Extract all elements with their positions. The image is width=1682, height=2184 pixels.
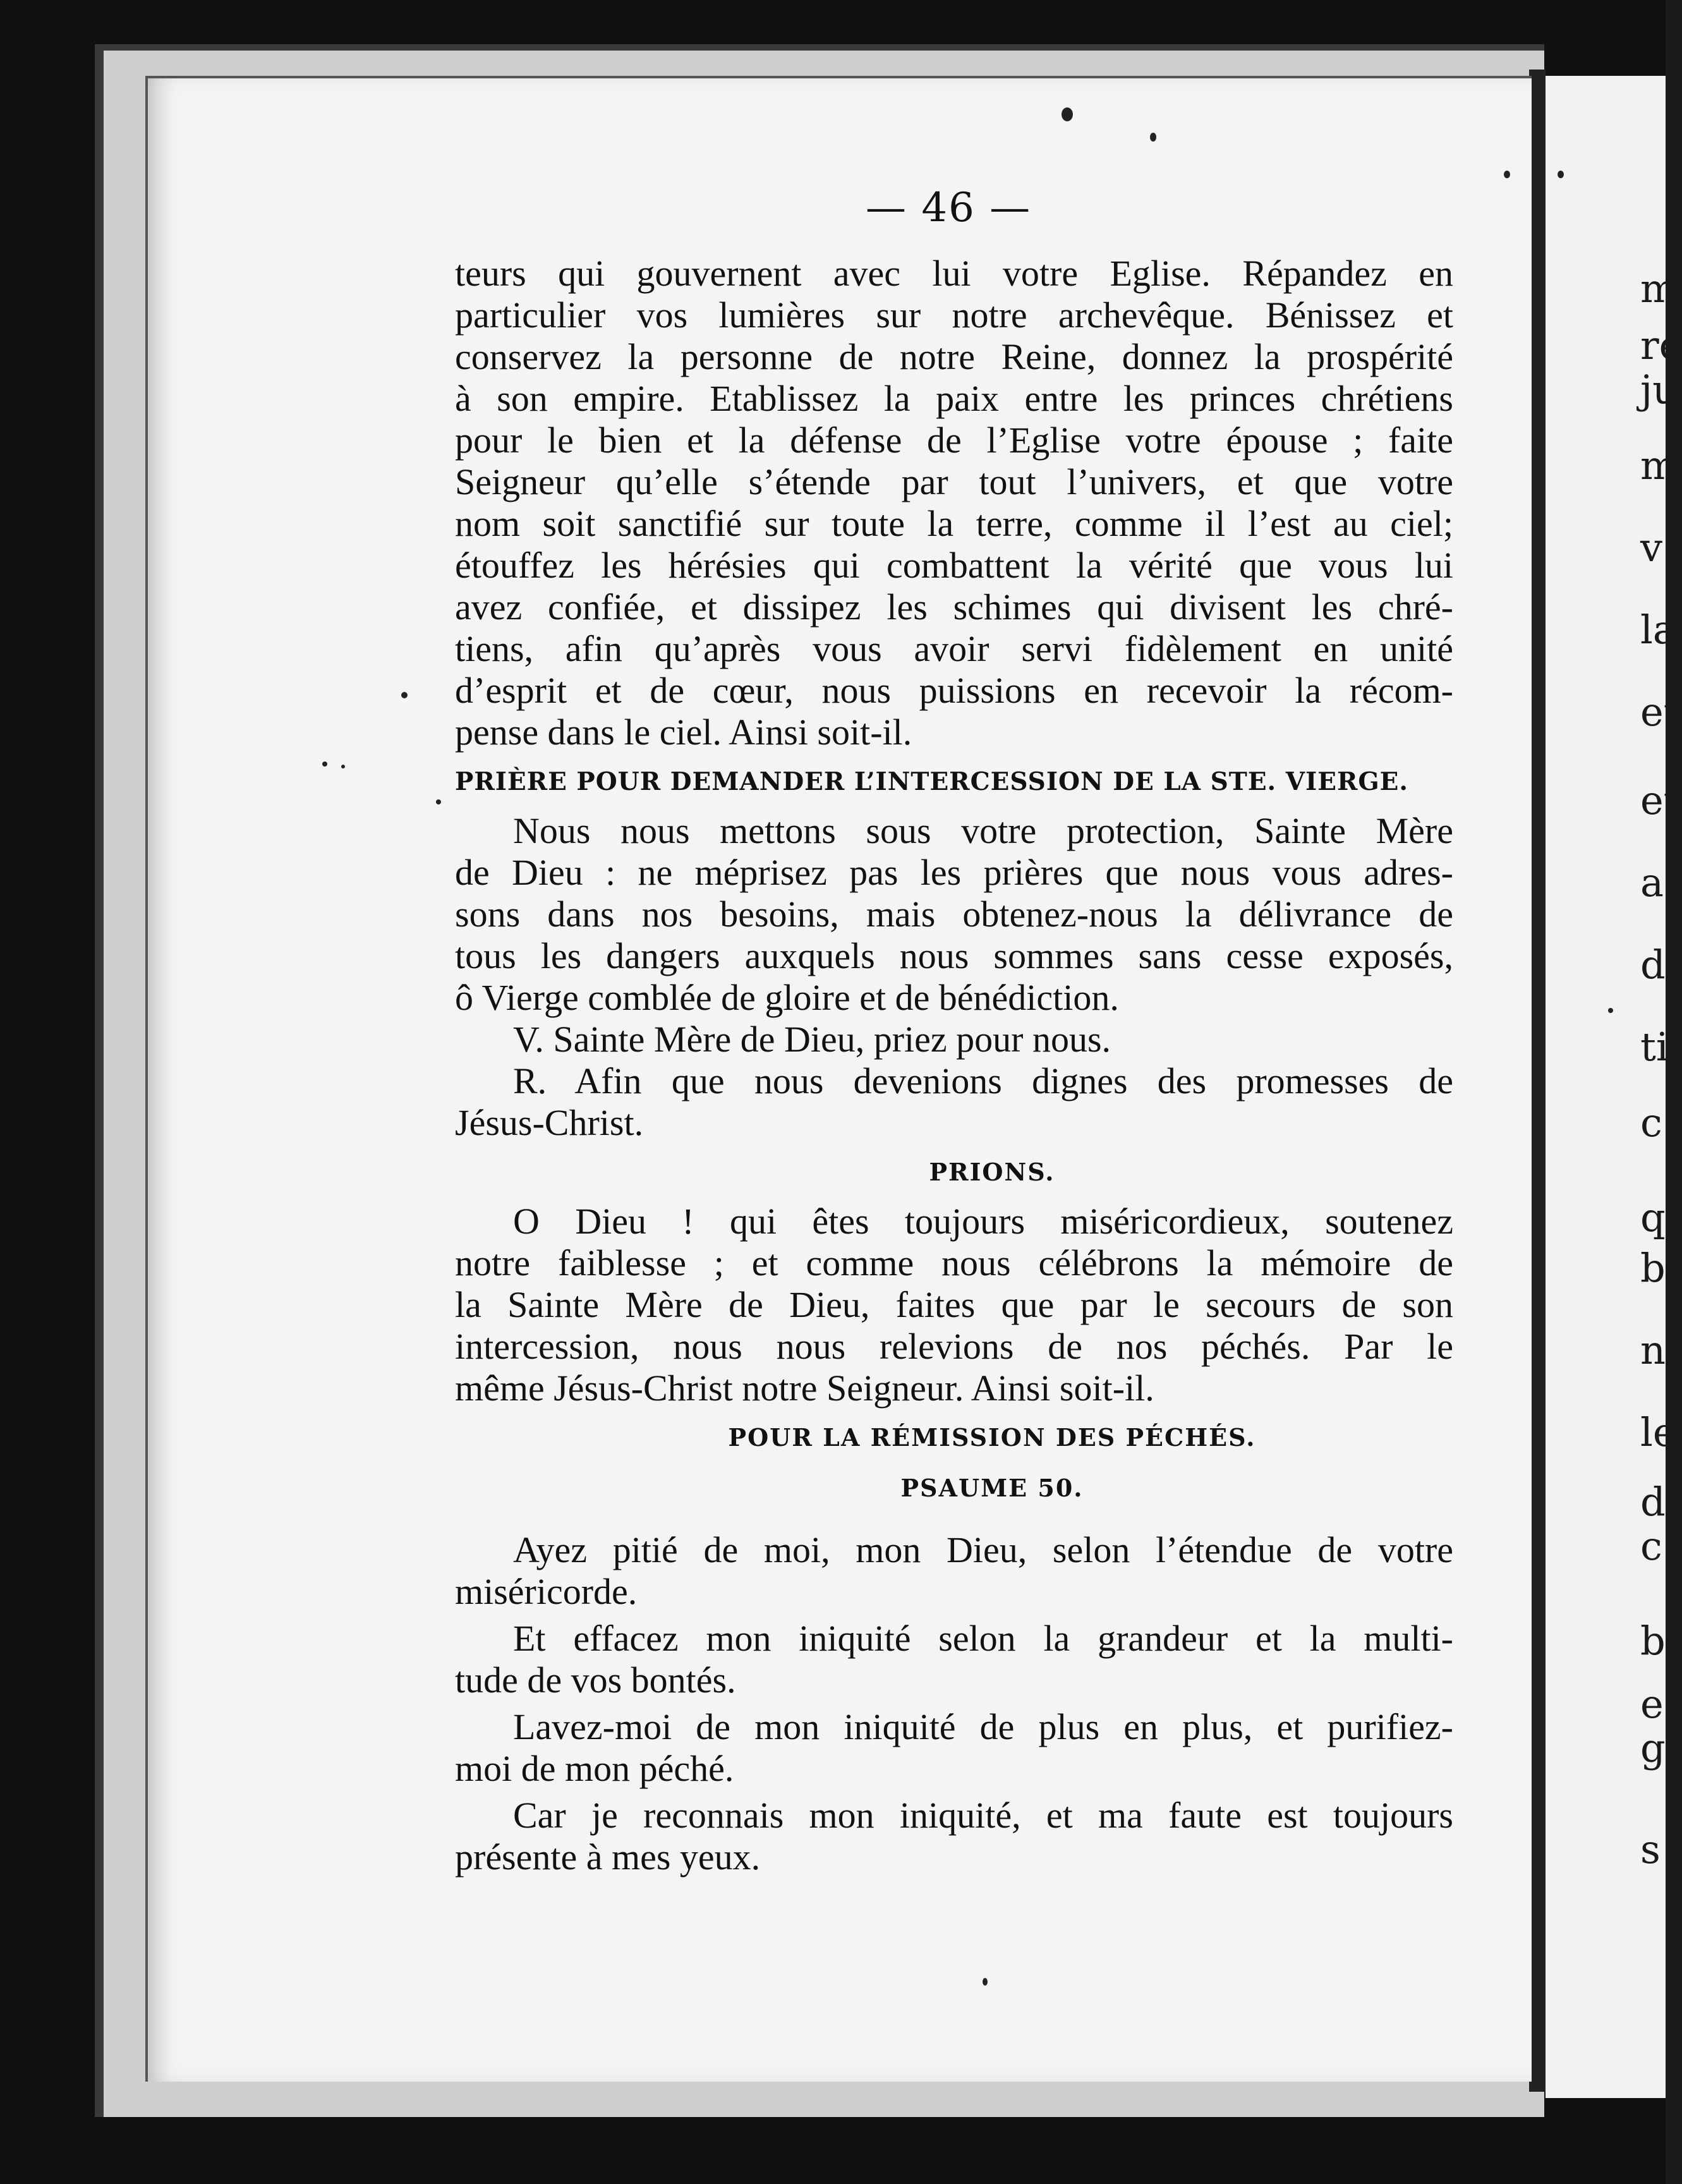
paragraph-1-line: pour le bien et la défense de l’Eglise votre épouse ; faite xyxy=(455,420,1453,461)
ink-speck xyxy=(1062,107,1073,121)
paragraph-3 xyxy=(455,1201,1453,1409)
facing-page-fragment: la xyxy=(1640,607,1676,653)
psalm-50 xyxy=(455,1529,1453,1878)
facing-page-fragment: n xyxy=(1640,1327,1666,1373)
facing-page-fragment: q xyxy=(1640,1194,1666,1241)
paragraph-1-line: particulier vos lumières sur notre archevêque. Bénissez et xyxy=(455,294,1453,336)
psalm-verse-line: Car je reconnais mon iniquité, et ma faute est toujours xyxy=(513,1795,1453,1836)
psalm-verse xyxy=(455,1618,1453,1701)
facing-page-fragment: s xyxy=(1640,1826,1661,1872)
paragraph-1-line: avez confiée, et dissipez les schimes qui divisent les chré- xyxy=(455,586,1453,628)
ink-speck xyxy=(983,1978,988,1986)
paragraph-2-line: de Dieu : ne méprisez pas les prières que nous vous adres- xyxy=(455,852,1453,893)
paragraph-2-line: sons dans nos besoins, mais obtenez-nous la délivrance de xyxy=(455,894,1453,935)
paragraph-3-line: la Sainte Mère de Dieu, faites que par le secours de son xyxy=(455,1284,1453,1325)
facing-page-fragment: le xyxy=(1640,1409,1676,1455)
page-text xyxy=(455,253,1453,1883)
ink-speck xyxy=(1150,133,1156,142)
paragraph-1-line: d’esprit et de cœur, nous puissions en recevoir la récom- xyxy=(455,670,1453,711)
paragraph-1-line: Seigneur qu’elle s’étende par tout l’univers, et que votre xyxy=(455,461,1453,502)
paragraph-3-line: O Dieu ! qui êtes toujours miséricordieux, soutenez xyxy=(513,1201,1453,1242)
ink-speck xyxy=(401,692,408,698)
paragraph-1-line: nom soit sanctifié sur toute la terre, comme il l’est au ciel; xyxy=(455,503,1453,544)
paragraph-2-line: Nous nous mettons sous votre protection, Sainte Mère xyxy=(513,810,1453,851)
facing-page-fragment: g xyxy=(1640,1725,1666,1771)
psalm-verse-line: moi de mon péché. xyxy=(455,1748,734,1789)
facing-page-fragment: c xyxy=(1640,1100,1662,1146)
psalm-verse-line: présente à mes yeux. xyxy=(455,1836,761,1878)
paragraph-1-line: teurs qui gouvernent avec lui votre Eglise. Répandez en xyxy=(455,253,1453,294)
facing-page-fragment: d xyxy=(1640,942,1666,988)
paragraph-1-line: pense dans le ciel. Ainsi soit-il. xyxy=(455,712,912,753)
heading-remission: POUR LA RÉMISSION DES PÉCHÉS. xyxy=(728,1423,1256,1452)
facing-page-fragment: et xyxy=(1640,689,1679,735)
facing-page-fragment: e xyxy=(1640,1681,1664,1727)
facing-page-fragment: re xyxy=(1640,322,1682,368)
ink-speck xyxy=(341,765,345,768)
facing-page-fragment: b xyxy=(1640,1245,1666,1291)
ink-speck xyxy=(322,761,327,767)
psalm-verse xyxy=(455,1529,1453,1613)
paragraph-3-line: notre faiblesse ; et comme nous célébrons la mémoire de xyxy=(455,1242,1453,1283)
facing-page-fragment: m xyxy=(1640,265,1678,312)
page-number: — 46 — xyxy=(866,185,1032,231)
facing-page-fragment: d xyxy=(1640,1479,1666,1525)
paragraph-1-line: étouffez les hérésies qui combattent la vérité que vous lui xyxy=(455,545,1453,586)
ink-speck xyxy=(1558,171,1564,178)
facing-page-fragment: b xyxy=(1640,1618,1666,1664)
facing-page-fragment: ju xyxy=(1640,367,1678,413)
paragraph-1-line: à son empire. Etablissez la paix entre les princes chrétiens xyxy=(455,378,1453,419)
paragraph-2 xyxy=(455,810,1453,1019)
versicle: V. Sainte Mère de Dieu, priez pour nous. xyxy=(513,1019,1111,1060)
psalm-verse-line: Lavez-moi de mon iniquité de plus en plus, et purifiez- xyxy=(513,1706,1453,1747)
paragraph-2-line: ô Vierge comblée de gloire et de bénédiction. xyxy=(455,977,1119,1018)
response-line: R. Afin que nous devenions dignes des promesses de xyxy=(513,1060,1453,1101)
facing-page-fragment: v xyxy=(1640,525,1663,571)
paragraph-3-line: intercession, nous nous relevions de nos péchés. Par le xyxy=(455,1326,1453,1367)
ink-speck xyxy=(1504,171,1510,178)
psalm-verse-line: Et effacez mon iniquité selon la grandeur et la multi- xyxy=(513,1618,1453,1659)
heading-prions: PRIONS. xyxy=(929,1158,1055,1186)
ink-speck xyxy=(436,799,441,804)
facing-page-fragment: a xyxy=(1640,859,1664,906)
paragraph-1-line: tiens, afin qu’après vous avoir servi fidèlement en unité xyxy=(455,628,1453,669)
response-line: Jésus-Christ. xyxy=(455,1102,644,1143)
psalm-verse-line: miséricorde. xyxy=(455,1571,638,1612)
facing-page-fragment: c xyxy=(1640,1523,1662,1569)
ink-speck xyxy=(1608,1008,1613,1013)
facing-page-fragment: ti xyxy=(1640,1024,1669,1070)
heading-intercession: PRIÈRE POUR DEMANDER L’INTERCESSION DE LA STE. VIERGE. xyxy=(455,767,1408,796)
psalm-verse xyxy=(455,1706,1453,1790)
facing-page-fragment: et xyxy=(1640,777,1679,823)
paragraph-3-line: même Jésus-Christ notre Seigneur. Ainsi soit-il. xyxy=(455,1368,1154,1409)
paragraph-2-line: tous les dangers auxquels nous sommes sans cesse exposés, xyxy=(455,935,1453,976)
psalm-verse-line: Ayez pitié de moi, mon Dieu, selon l’étendue de votre xyxy=(513,1529,1453,1570)
heading-psaume: PSAUME 50. xyxy=(900,1474,1084,1502)
facing-page-fragment: m xyxy=(1640,442,1678,488)
paragraph-1 xyxy=(455,253,1453,753)
facing-page xyxy=(1546,76,1682,2098)
response xyxy=(455,1060,1453,1144)
psalm-verse-line: tude de vos bontés. xyxy=(455,1659,736,1701)
psalm-verse xyxy=(455,1795,1453,1878)
paragraph-1-line: conservez la personne de notre Reine, donnez la prospérité xyxy=(455,336,1453,377)
